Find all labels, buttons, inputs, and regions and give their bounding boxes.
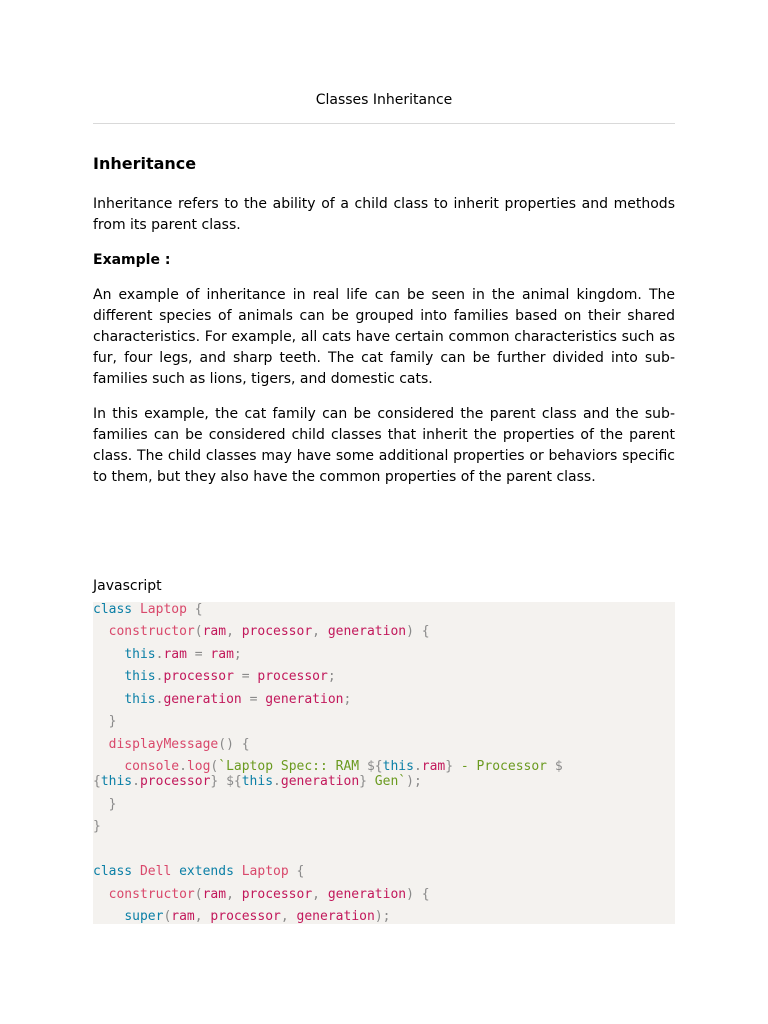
code-line: constructor(ram, processor, generation) { [108,887,430,902]
code-line: this.ram = ram; [124,647,242,662]
code-line: class Dell extends Laptop { [93,864,305,879]
code-line: console.log(`Laptop Spec:: RAM ${this.ram} - Processor $ [124,759,563,774]
intro-paragraph: Inheritance refers to the ability of a child class to inherit properties and methods from its parent class. [93,196,675,233]
code-line: this.processor = processor; [124,669,336,684]
code-line: super(ram, processor, generation); [124,909,391,924]
example-paragraph: An example of inheritance in real life can be seen in the animal kingdom. The different species of animals can be grouped into families based on their shared characteristics. For example, all cats have certain common characteristics such as fur, four legs, and sharp teeth. The cat family can be further divided into sub-families such as lions, tigers, and domestic cats. [93,287,675,387]
code-line: } [108,714,117,729]
explanation-paragraph: In this example, the cat family can be considered the parent class and the sub-families can be considered child classes that inherit the properties of the parent class. The child classes may have some additional properties or behaviors specific to them, but they also have the common properties of the parent class. [93,406,675,485]
code-line: class Laptop { [93,602,203,617]
code-language-label: Javascript [93,578,162,594]
code-line: } [93,819,101,834]
code-line: this.generation = generation; [124,692,352,707]
code-line: {this.processor} ${this.generation} Gen`); [93,774,422,789]
title-divider [93,123,675,124]
code-line: displayMessage() { [108,737,250,752]
page-title: Classes Inheritance [315,92,453,108]
code-line: constructor(ram, processor, generation) { [108,624,430,639]
section-heading: Inheritance [93,154,197,173]
code-line: } [108,797,117,812]
code-block [93,602,675,924]
example-label: Example : [93,252,171,268]
article-body [93,152,675,488]
